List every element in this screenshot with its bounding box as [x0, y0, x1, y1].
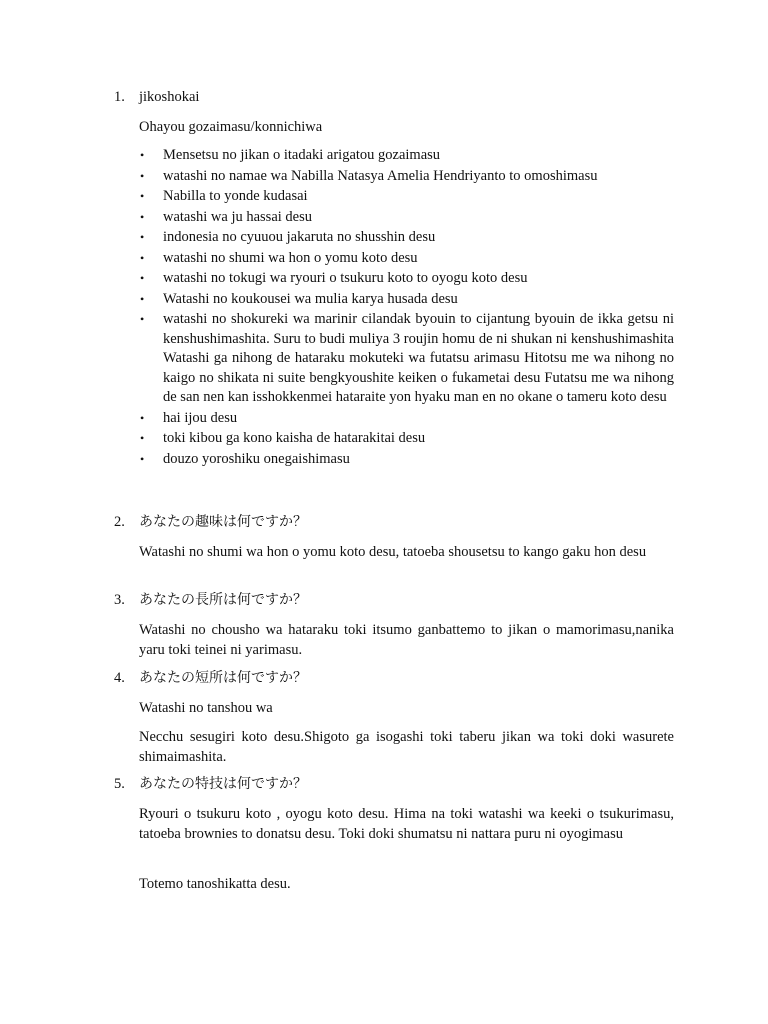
section-4-heading	[114, 669, 674, 689]
section-5-heading	[114, 775, 674, 795]
list-item: • indonesia no cyuuou jakaruta no shusshin desu	[139, 228, 674, 248]
list-item: • toki kibou ga kono kaisha de hatarakitai desu	[139, 429, 674, 449]
bullet-icon: •	[140, 148, 145, 162]
bullet-icon: •	[140, 250, 145, 265]
list-item: • watashi no tokugi wa ryouri o tsukuru koto to oyogu koto desu	[139, 269, 674, 289]
section-title: あなたの短所は何ですか？	[139, 670, 307, 686]
section-number: 1.	[114, 89, 125, 105]
answer-text: Watashi no shumi wa hon o yomu koto desu, tatoeba shousetsu to kango gaku hon desu	[139, 544, 647, 560]
section-number: 3.	[114, 592, 125, 608]
bullet-icon: •	[140, 271, 145, 285]
bullet-icon: •	[140, 189, 145, 203]
list-item: • douzo yoroshiku onegaishimasu	[139, 450, 674, 470]
section-2-heading	[114, 513, 674, 533]
greeting-text: Ohayou gozaimasu/konnichiwa	[139, 119, 323, 135]
section-number: 4.	[114, 670, 125, 686]
bullet-icon: •	[140, 291, 145, 306]
list-item: • Mensetsu no jikan o itadaki arigatou gozaimasu	[139, 146, 674, 166]
section-title: あなたの特技は何ですか？	[139, 776, 307, 792]
answer-text: Watashi no chousho wa hataraku toki itsumo ganbattemo to jikan o mamorimasu,nanika yaru toki teinei ni yarimasu.	[139, 622, 674, 658]
bullet-icon: •	[140, 451, 145, 466]
bullet-icon: •	[140, 410, 145, 425]
list-item: • watashi wa ju hassai desu	[139, 208, 674, 228]
section-title: jikoshokai	[139, 89, 200, 105]
list-item: • watashi no shumi wa hon o yomu koto desu	[139, 249, 674, 269]
list-item: • hai ijou desu	[139, 409, 674, 429]
bullet-icon: •	[140, 168, 145, 183]
list-item: • Watashi no koukousei wa mulia karya husada desu	[139, 290, 674, 310]
bullet-icon: •	[140, 230, 145, 244]
section-3-heading	[114, 591, 674, 611]
section-title: あなたの趣味は何ですか？	[139, 514, 307, 530]
bullet-icon: •	[140, 431, 145, 445]
section-title: あなたの長所は何ですか？	[139, 592, 307, 608]
bullet-icon: •	[140, 209, 145, 224]
bullet-icon: •	[140, 312, 145, 326]
section-number: 5.	[114, 776, 125, 792]
intro-bullet-list	[139, 146, 674, 470]
answer-text: Watashi no tanshou wa	[139, 700, 273, 716]
section-1-heading	[114, 88, 674, 108]
list-item: • Nabilla to yonde kudasai	[139, 187, 674, 207]
answer-text: Ryouri o tsukuru koto , oyogu koto desu. Hima na toki watashi wa keeki o tsukurimasu, tatoeba brownies to donatsu desu. Toki doki shumatsu ni nattara puru ni oyogimasu	[139, 806, 674, 842]
list-item: • watashi no shokureki wa marinir cilandak byouin to cijantung byouin de ikka getsu ni kenshushimashita. Suru to budi muliya 3 roujin homu de ni shukan ni kenshushimashita Watashi ga nihong de hataraku mokuteki wa futatsu arimasu Hitotsu me wa nihong no kaigo no shikata ni suite bengkyoushite keiken o fukametai desu Futatsu me wa nihong de san nen kan isshokkenmei hataraite yon hyaku man en no okane o tameru koto desu	[140, 311, 674, 405]
list-item: • watashi no namae wa Nabilla Natasya Amelia Hendriyanto to omoshimasu	[139, 167, 674, 187]
section-number: 2.	[114, 514, 125, 530]
answer-text-continued: Necchu sesugiri koto desu.Shigoto ga isogashi toki taberu jikan wa toki doki wasurete shimaimashita.	[139, 729, 674, 765]
answer-text-continued: Totemo tanoshikatta desu.	[139, 876, 291, 892]
